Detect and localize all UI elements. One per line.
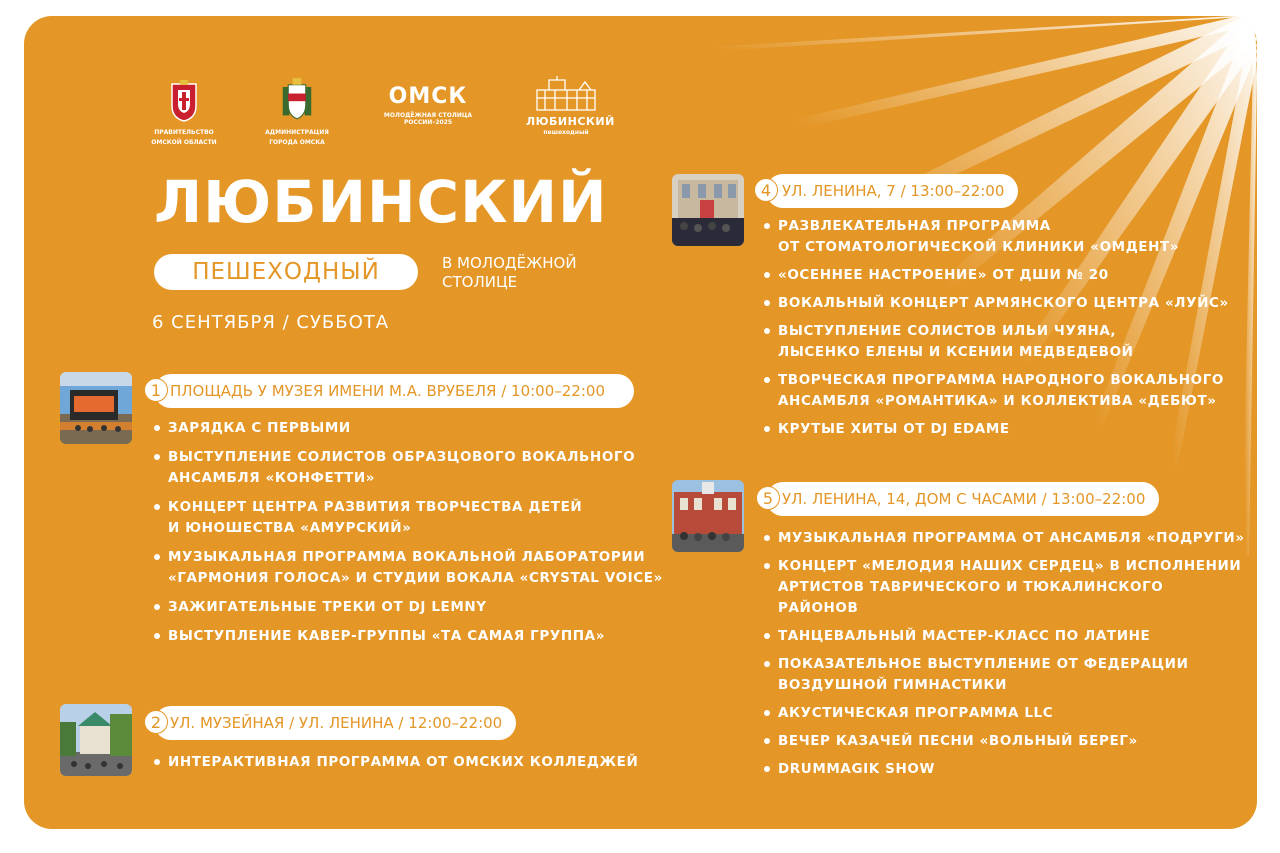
- list-item: DRUMMAGIK SHOW: [764, 759, 1245, 780]
- administraciya-logo: [262, 76, 332, 146]
- list-item: «ОСЕННЕЕ НАСТРОЕНИЕ» ОТ ДШИ № 20: [764, 265, 1229, 286]
- list-item: МУЗЫКАЛЬНАЯ ПРОГРАММА ВОКАЛЬНОЙ ЛАБОРАТОРИИ «ГАРМОНИЯ ГОЛОСА» И СТУДИИ ВОКАЛА «CRYSTAL VOICE»: [154, 547, 663, 589]
- section-2-header: УЛ. МУЗЕЙНАЯ / УЛ. ЛЕНИНА / 12:00–22:00: [154, 706, 516, 740]
- main-title: ЛЮБИНСКИЙ: [154, 168, 608, 236]
- section-2-photo: [60, 704, 132, 776]
- list-item: МУЗЫКАЛЬНАЯ ПРОГРАММА ОТ АНСАМБЛЯ «ПОДРУГИ»: [764, 528, 1245, 549]
- omsk-logo: [380, 84, 476, 126]
- section-5-photo: [672, 480, 744, 552]
- building-silhouette-icon: [531, 76, 601, 112]
- subtitle: [442, 254, 642, 292]
- list-item: ВЫСТУПЛЕНИЕ КАВЕР-ГРУППЫ «ТА САМАЯ ГРУППА»: [154, 626, 663, 647]
- list-item: АКУСТИЧЕСКАЯ ПРОГРАММА LLC: [764, 703, 1245, 724]
- section-4-number-badge: 4: [754, 178, 778, 202]
- list-item: КОНЦЕРТ «МЕЛОДИЯ НАШИХ СЕРДЕЦ» В ИСПОЛНЕНИИ АРТИСТОВ ТАВРИЧЕСКОГО И ТЮКАЛИНСКОГО РАЙОНОВ: [764, 556, 1245, 619]
- list-item: КОНЦЕРТ ЦЕНТРА РАЗВИТИЯ ТВОРЧЕСТВА ДЕТЕЙ И ЮНОШЕСТВА «АМУРСКИЙ»: [154, 497, 663, 539]
- section-4-header: УЛ. ЛЕНИНА, 7 / 13:00–22:00: [766, 174, 1018, 208]
- section-1-list: [154, 418, 663, 647]
- list-item: ТАНЦЕВАЛЬНЫЙ МАСТЕР-КЛАСС ПО ЛАТИНЕ: [764, 626, 1245, 647]
- list-item: ЗАЖИГАТЕЛЬНЫЕ ТРЕКИ ОТ DJ LEMNY: [154, 597, 663, 618]
- subtitle-line-1: В МОЛОДЁЖНОЙ: [442, 254, 577, 272]
- pravitelstvo-label-2: ОМСКОЙ ОБЛАСТИ: [151, 139, 217, 146]
- list-item: ТВОРЧЕСКАЯ ПРОГРАММА НАРОДНОГО ВОКАЛЬНОГО АНСАМБЛЯ «РОМАНТИКА» И КОЛЛЕКТИВА «ДЕБЮТ»: [764, 370, 1229, 412]
- omsk-logo-title: ОМСК: [388, 84, 468, 109]
- pill-title: ПЕШЕХОДНЫЙ: [154, 254, 418, 290]
- lyubinskiy-logo: [526, 76, 615, 136]
- administraciya-label-2: ГОРОДА ОМСКА: [269, 139, 325, 146]
- section-5-number-badge: 5: [756, 486, 780, 510]
- section-4-list: [764, 216, 1229, 440]
- city-coat-of-arms-icon: [277, 76, 317, 122]
- event-poster: [24, 16, 1257, 829]
- section-1-header: ПЛОЩАДЬ У МУЗЕЯ ИМЕНИ М.А. ВРУБЕЛЯ / 10:00–22:00: [154, 374, 634, 408]
- pravitelstvo-label-1: ПРАВИТЕЛЬСТВО: [154, 129, 214, 136]
- list-item: РАЗВЛЕКАТЕЛЬНАЯ ПРОГРАММА ОТ СТОМАТОЛОГИЧЕСКОЙ КЛИНИКИ «ОМДЕНТ»: [764, 216, 1229, 258]
- list-item: ИНТЕРАКТИВНАЯ ПРОГРАММА ОТ ОМСКИХ КОЛЛЕДЖЕЙ: [154, 752, 638, 773]
- list-item: ЗАРЯДКА С ПЕРВЫМИ: [154, 418, 663, 439]
- section-1-photo: [60, 372, 132, 444]
- lyubinskiy-logo-sub: пешеходный: [543, 129, 589, 136]
- subtitle-line-2: СТОЛИЦЕ: [442, 273, 518, 291]
- section-4-photo: [672, 174, 744, 246]
- section-2-number-badge: 2: [144, 710, 168, 734]
- omsk-label-1: МОЛОДЁЖНАЯ СТОЛИЦА: [383, 112, 473, 119]
- section-2-list: [154, 752, 638, 773]
- pravitelstvo-logo: [149, 80, 219, 146]
- section-1-number-badge: 1: [144, 378, 168, 402]
- event-date: 6 СЕНТЯБРЯ / СУББОТА: [152, 312, 390, 333]
- administraciya-label-1: АДМИНИСТРАЦИЯ: [265, 129, 329, 136]
- list-item: ПОКАЗАТЕЛЬНОЕ ВЫСТУПЛЕНИЕ ОТ ФЕДЕРАЦИИ ВОЗДУШНОЙ ГИМНАСТИКИ: [764, 654, 1245, 696]
- list-item: ВЫСТУПЛЕНИЕ СОЛИСТОВ ИЛЬИ ЧУЯНА, ЛЫСЕНКО ЕЛЕНЫ И КСЕНИИ МЕДВЕДЕВОЙ: [764, 321, 1229, 363]
- section-5-list: [764, 528, 1245, 780]
- list-item: ВОКАЛЬНЫЙ КОНЦЕРТ АРМЯНСКОГО ЦЕНТРА «ЛУЙС»: [764, 293, 1229, 314]
- list-item: ВЕЧЕР КАЗАЧЕЙ ПЕСНИ «ВОЛЬНЫЙ БЕРЕГ»: [764, 731, 1245, 752]
- list-item: КРУТЫЕ ХИТЫ ОТ DJ EDAME: [764, 419, 1229, 440]
- coat-of-arms-icon: [169, 80, 199, 122]
- omsk-label-2: РОССИИ–2025: [403, 119, 453, 126]
- lyubinskiy-logo-title: ЛЮБИНСКИЙ: [526, 115, 615, 128]
- list-item: ВЫСТУПЛЕНИЕ СОЛИСТОВ ОБРАЗЦОВОГО ВОКАЛЬНОГО АНСАМБЛЯ «КОНФЕТТИ»: [154, 447, 663, 489]
- section-5-header: УЛ. ЛЕНИНА, 14, ДОМ С ЧАСАМИ / 13:00–22:00: [766, 482, 1159, 516]
